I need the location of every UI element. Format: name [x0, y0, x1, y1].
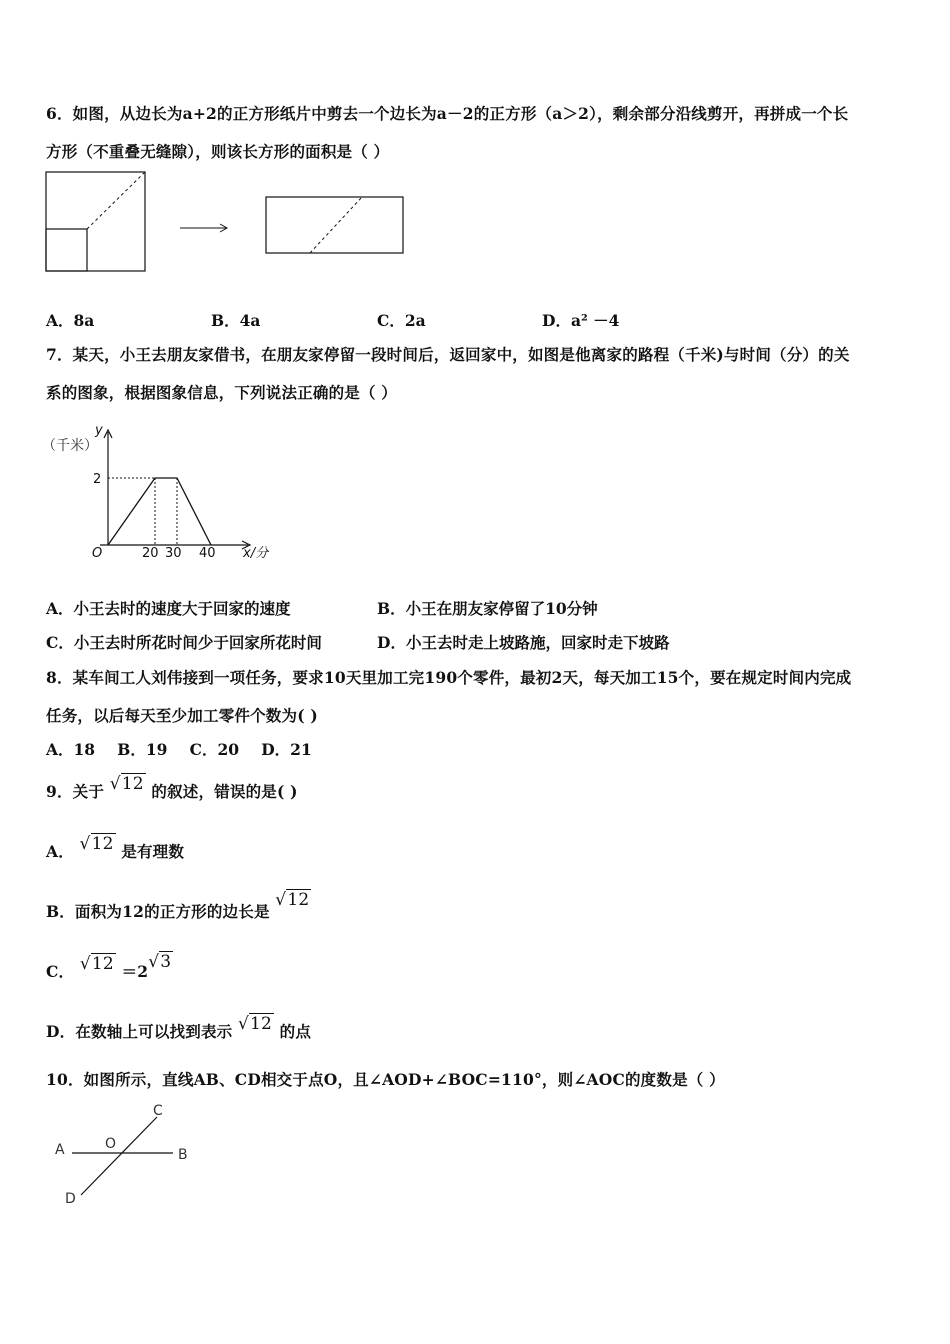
q7-y-unit: （千米）	[42, 438, 98, 454]
q7-option-c: C．小王去时所花时间少于回家所花时间	[46, 633, 322, 652]
q9-option-d-sqrt: √12	[237, 1014, 273, 1034]
q9-option-a	[46, 834, 185, 862]
q9-option-b-radicand: 12	[287, 890, 310, 910]
q7-graph	[40, 420, 290, 570]
q6-line2: 方形（不重叠无缝隙），则该长方形的面积是（ ）	[46, 142, 390, 161]
q9-option-b-text: B．面积为12的正方形的边长是	[46, 902, 270, 921]
q9-option-c-radicand: 12	[91, 954, 114, 974]
q9-sqrt: √12	[109, 774, 144, 794]
q9-option-d	[46, 1014, 312, 1042]
q10-line1: 10．如图所示，直线AB、CD相交于点O，且∠AOD+∠BOC=110°，则∠AOC的度数是（ ）	[46, 1070, 725, 1089]
q9-option-c-sqrt: √12	[79, 954, 114, 974]
q6-option-d: D．a² －4	[542, 311, 620, 330]
q7-x-axis-label: x/分	[243, 546, 269, 561]
q9-option-c-sqrt3: √3	[148, 952, 172, 972]
q7-option-a: A．小王去时的速度大于回家的速度	[46, 599, 291, 618]
q9-option-c-label: C．	[46, 962, 75, 981]
q10-label-c: C	[153, 1103, 163, 1119]
q6-figure	[40, 165, 420, 280]
q7-origin: O	[92, 546, 103, 561]
q6-option-b: B．4a	[211, 311, 261, 330]
q7-x-tick-40: 40	[199, 546, 216, 561]
q6-line1: 6．如图，从边长为a+2的正方形纸片中剪去一个边长为a－2的正方形（a＞2），剩余部分沿线剪开，再拼成一个长	[46, 104, 849, 123]
q9-option-a-label: A．	[46, 842, 74, 861]
q7-y-axis-label: y	[95, 423, 103, 438]
q10-line-cd	[81, 1117, 157, 1195]
q9-option-c-eq: ＝2	[121, 962, 149, 981]
q10-label-o: O	[105, 1136, 117, 1152]
q6-cut-line-left	[87, 172, 145, 229]
q7-x-tick-20: 20	[142, 546, 159, 561]
q10-label-d: D	[65, 1191, 76, 1207]
q9-stem	[46, 774, 298, 802]
q9-option-a-text: 是有理数	[121, 842, 185, 861]
q6-rectangle	[266, 197, 403, 253]
q10-figure	[45, 1095, 215, 1215]
q7-option-d: D．小王去时走上坡路施，回家时走下坡路	[377, 633, 670, 652]
q9-radicand: 12	[121, 774, 144, 794]
q9-suffix: 的叙述，错误的是( )	[151, 782, 298, 801]
q9-option-b-sqrt: √12	[275, 890, 310, 910]
q7-option-b: B．小王在朋友家停留了10分钟	[377, 599, 598, 618]
q9-option-d-prefix: D．在数轴上可以找到表示	[46, 1022, 233, 1041]
q8-options: A．18 B．19 C．20 D．21	[46, 740, 312, 759]
q9-option-d-radicand: 12	[250, 1014, 273, 1034]
q6-cut-line-right	[310, 197, 362, 253]
q7-path-line	[108, 478, 211, 545]
q9-option-b	[46, 890, 311, 922]
q9-option-a-sqrt: √12	[79, 834, 114, 854]
q9-option-c-radicand3: 3	[160, 952, 172, 972]
q7-line1: 7．某天，小王去朋友家借书，在朋友家停留一段时间后，返回家中，如图是他离家的路程（千米)与时间（分）的关	[46, 345, 850, 364]
q10-label-b: B	[178, 1147, 188, 1163]
q9-option-a-radicand: 12	[91, 834, 114, 854]
q9-option-d-suffix: 的点	[279, 1022, 312, 1041]
q7-line2: 系的图象，根据图象信息，下列说法正确的是（ ）	[46, 383, 397, 402]
q9-option-c	[46, 952, 173, 982]
q7-y-tick-2: 2	[93, 472, 102, 487]
q9-prefix: 9．关于	[46, 782, 105, 801]
q6-small-square	[46, 229, 87, 271]
q6-option-c: C．2a	[377, 311, 426, 330]
q8-line1: 8．某车间工人刘伟接到一项任务，要求10天里加工完190个零件，最初2天，每天加工15个，要在规定时间内完成	[46, 668, 852, 687]
q6-option-a: A．8a	[46, 311, 95, 330]
q10-label-a: A	[55, 1142, 65, 1158]
q7-x-tick-30: 30	[165, 546, 182, 561]
q8-line2: 任务，以后每天至少加工零件个数为( )	[46, 706, 318, 725]
